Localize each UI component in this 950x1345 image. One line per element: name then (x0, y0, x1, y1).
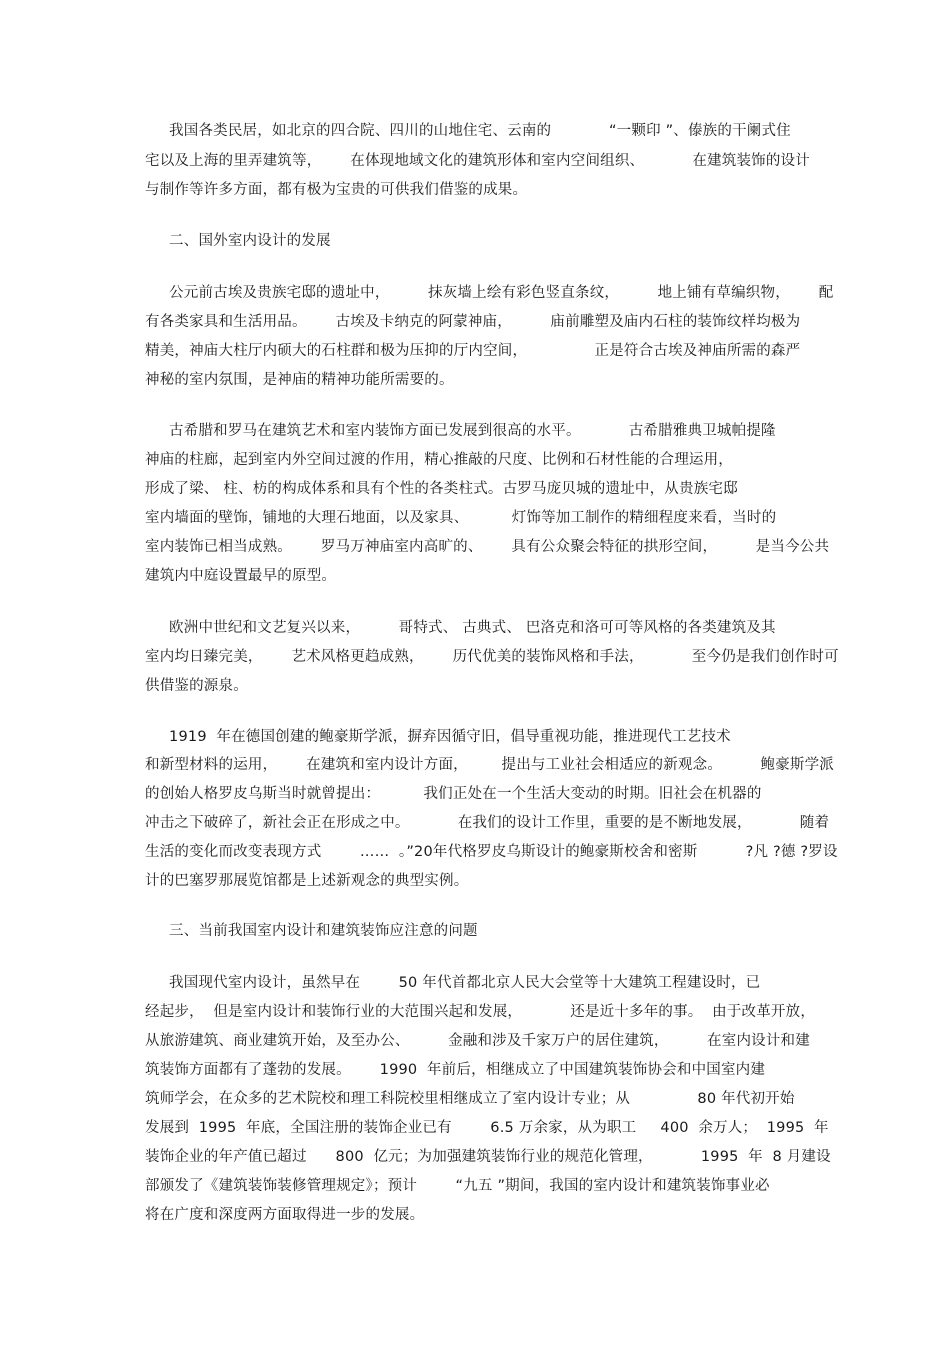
text-line: 计的巴塞罗那展览馆都是上述新观念的典型实例。 (145, 873, 469, 889)
text-line: 筑师学会，在众多的艺术院校和理工科院校里相继成立了室内设计专业；从 80 年代初开始 (145, 1091, 795, 1107)
text-line: 将在广度和深度两方面取得进一步的发展。 (145, 1207, 425, 1223)
text-line: 宅以及上海的里弄建筑等， 在体现地域文化的建筑形体和室内空间组织、 在建筑装饰的设计 (145, 153, 810, 169)
text-line: 与制作等许多方面，都有极为宝贵的可供我们借鉴的成果。 (145, 182, 528, 198)
section-heading: 三、当前我国室内设计和建筑装饰应注意的问题 (145, 923, 478, 939)
text-line: 1919 年在德国创建的鲍豪斯学派，摒弃因循守旧，倡导重视功能，推进现代工艺技术 (145, 729, 731, 745)
text-line: 的创始人格罗皮乌斯当时就曾提出： 我们正处在一个生活大变动的时期。旧社会在机器的 (145, 786, 762, 802)
text-line: 供借鉴的源泉。 (145, 678, 248, 694)
text-line: 我国现代室内设计，虽然早在 50 年代首都北京人民大会堂等十大建筑工程建设时，已 (145, 975, 761, 991)
text-line: 精美，神庙大柱厅内硕大的石柱群和极为压抑的厅内空间， 正是符合古埃及神庙所需的森严 (145, 343, 801, 359)
text-line: 欧洲中世纪和文艺复兴以来， 哥特式、 古典式、 巴洛克和洛可可等风格的各类建筑及其 (145, 620, 776, 636)
text-line: 冲击之下破碎了，新社会正在形成之中。 在我们的设计工作里，重要的是不断地发展， 随着 (145, 815, 830, 831)
text-line: 室内墙面的壁饰，铺地的大理石地面，以及家具、 灯饰等加工制作的精细程度来看，当时的 (145, 510, 777, 526)
text-line: 经起步， 但是室内设计和装饰行业的大范围兴起和发展， 还是近十多年的事。 由于改革开放， (145, 1004, 816, 1020)
text-line: 生活的变化而改变表现方式 …… 。”20年代格罗皮乌斯设计的鲍豪斯校舍和密斯 ?凡 ?德 ?罗设 (145, 844, 838, 860)
text-line: 发展到 1995 年底，全国注册的装饰企业已有 6.5 万余家，从为职工 400 余万人； 1995 年 (145, 1120, 829, 1136)
text-line: 神庙的柱廊，起到室内外空间过渡的作用，精心推敲的尺度、比例和石材性能的合理运用， (145, 452, 733, 468)
text-line: 建筑内中庭设置最早的原型。 (145, 568, 337, 584)
text-line: 室内均日臻完美， 艺术风格更趋成熟， 历代优美的装饰风格和手法， 至今仍是我们创作时可 (145, 649, 839, 665)
text-line: 部颁发了《建筑装饰装修管理规定》；预计 “九五 ”期间，我国的室内设计和建筑装饰事业必 (145, 1178, 770, 1194)
text-line: 我国各类民居，如北京的四合院、四川的山地住宅、云南的 “一颗印 ”、傣族的干阑式住 (145, 123, 791, 139)
text-line: 筑装饰方面都有了蓬勃的发展。 1990 年前后，相继成立了中国建筑装饰协会和中国室内建 (145, 1062, 766, 1078)
text-line: 古希腊和罗马在建筑艺术和室内装饰方面已发展到很高的水平。 古希腊雅典卫城帕提隆 (145, 423, 776, 439)
text-line: 有各类家具和生活用品。 古埃及卡纳克的阿蒙神庙， 庙前雕塑及庙内石柱的装饰纹样均极为 (145, 314, 801, 330)
section-heading: 二、国外室内设计的发展 (145, 233, 331, 249)
text-line: 神秘的室内氛围，是神庙的精神功能所需要的。 (145, 372, 454, 388)
text-line: 从旅游建筑、商业建筑开始，及至办公、 金融和涉及千家万户的居住建筑， 在室内设计和建 (145, 1033, 810, 1049)
text-line: 公元前古埃及贵族宅邸的遗址中， 抹灰墙上绘有彩色竖直条纹， 地上铺有草编织物， 配 (145, 285, 834, 301)
text-line: 和新型材料的运用， 在建筑和室内设计方面， 提出与工业社会相适应的新观念。 鲍豪斯学派 (145, 757, 834, 773)
text-line: 形成了梁、 柱、枋的构成体系和具有个性的各类柱式。古罗马庞贝城的遗址中，从贵族宅邸 (145, 481, 738, 497)
text-line: 装饰企业的年产值已超过 800 亿元；为加强建筑装饰行业的规范化管理， 1995 年 8 月建设 (145, 1149, 831, 1165)
text-line: 室内装饰已相当成熟。 罗马万神庙室内高旷的、 具有公众聚会特征的拱形空间， 是当今公共 (145, 539, 830, 555)
